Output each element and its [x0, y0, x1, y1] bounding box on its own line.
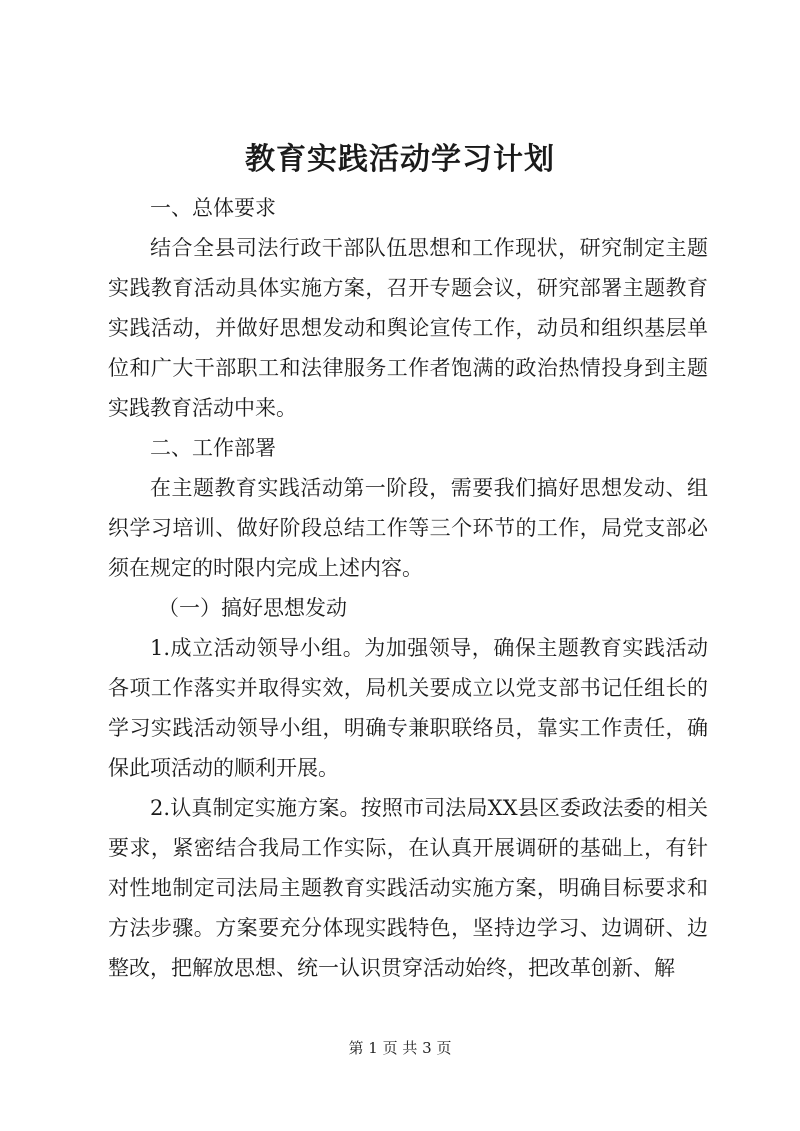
paragraph-leading-group: 1.成立活动领导小组。为加强领导，确保主题教育实践活动各项工作落实并取得实效，局机关要成立以党支部书记任组长的学习实践活动领导小组，明确专兼职联络员，靠实工作责任，确保此项活动的顺利开展。 — [108, 636, 708, 780]
section-heading-overall-requirements: 一、总体要求 — [150, 196, 276, 220]
paragraph-work-deployment: 在主题教育实践活动第一阶段，需要我们搞好思想发动、组织学习培训、做好阶段总结工作等三个环节的工作，局党支部必须在规定的时限内完成上述内容。 — [108, 476, 708, 580]
section-heading-work-deployment: 二、工作部署 — [150, 436, 276, 460]
document-body — [108, 188, 708, 988]
paragraph-implementation-plan: 2.认真制定实施方案。按照市司法局XX县区委政法委的相关要求，紧密结合我局工作实际，在认真开展调研的基础上，有针对性地制定司法局主题教育实践活动实施方案，明确目标要求和方法步骤。方案要充分体现实践特色，坚持边学习、边调研、边整改，把解放思想、统一认识贯穿活动始终，把改革创新、解 — [108, 796, 708, 980]
subsection-heading-mobilization: （一）搞好思想发动 — [158, 596, 347, 620]
paragraph-overall-requirements: 结合全县司法行政干部队伍思想和工作现状，研究制定主题实践教育活动具体实施方案，召开专题会议，研究部署主题教育实践活动，并做好思想发动和舆论宣传工作，动员和组织基层单位和广大干部职工和法律服务工作者饱满的政治热情投身到主题实践教育活动中来。 — [108, 236, 708, 420]
document-title: 教育实践活动学习计划 — [245, 142, 555, 177]
page-number-footer: 第 1 页 共 3 页 — [348, 1039, 452, 1057]
